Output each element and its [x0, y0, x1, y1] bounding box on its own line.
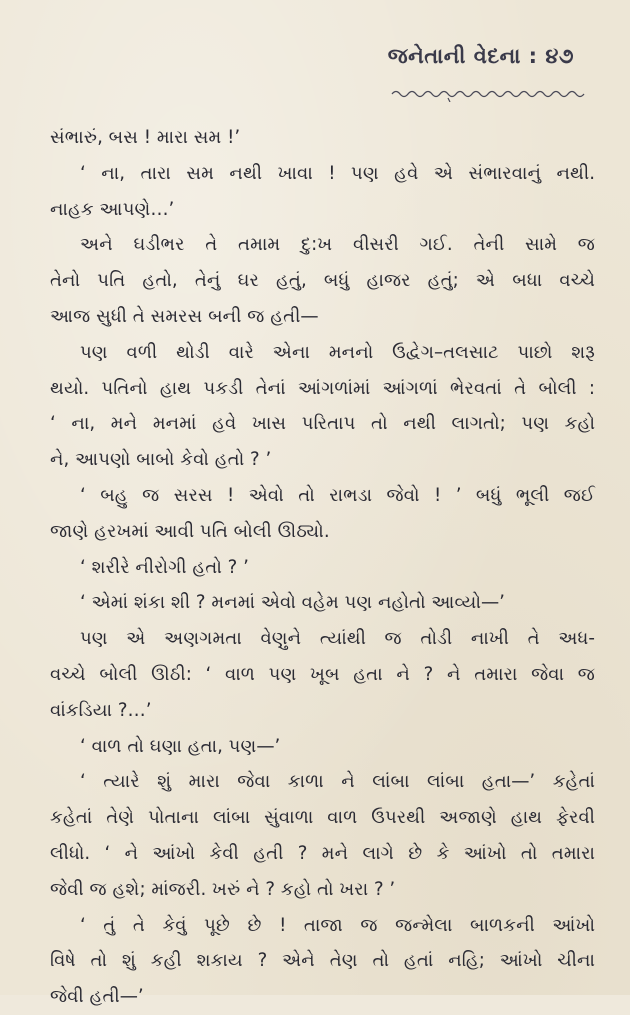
text-line: ‘ એમાં શંકા શી ? મનમાં એવો વહેમ પણ નહોતો આવ્યો—’	[80, 592, 505, 614]
text-line: વિષે તો શું કહી શકાય ? એને તેણ તો હતાં નહિ; આંખો ચીના	[50, 950, 595, 972]
paragraph	[50, 550, 595, 586]
text-line: જેવી જ હશે; માંજરી. ખરું ને ? કહો તો ખરા ? ’	[50, 878, 396, 900]
text-line: ‘ વાળ તો ઘણા હતા, પણ—’	[80, 735, 281, 757]
text-line: ‘ ના, મને મનમાં હવે ખાસ પરિતાપ તો નથી લાગતો; પણ કહો	[50, 413, 595, 435]
paragraph	[50, 729, 595, 765]
text-line: વચ્ચે બોલી ઊઠી: ‘ વાળ પણ ખૂબ હતા ને ? ને તમારા જેવા જ	[50, 663, 595, 685]
text-line: થયો. પતિનો હાથ પકડી તેનાં આંગળાંમાં આંગળાં ભેરવતાં તે બોલી :	[50, 377, 595, 399]
text-line: જેવી હતી—’	[50, 986, 144, 1008]
text-line: ‘ બહુ જ સરસ ! એવો તો રાભડા જેવો ! ’ બધું ભૂલી જઈ	[80, 484, 595, 506]
text-line: ‘ તું તે કેવું પૂછે છે ! તાજા જ જન્મેલા બાળકની આંખો	[80, 914, 595, 936]
text-line: ‘ ત્યારે શું મારા જેવા કાળા ને લાંબા લાંબા હતા—’ કહેતાં	[80, 771, 595, 793]
body-text-column	[50, 120, 595, 1015]
text-line: પણ એ અણગમતા વેણુને ત્યાંથી જ તોડી નાખી તે અધ-	[80, 628, 595, 650]
paragraph	[50, 478, 595, 550]
paragraph	[50, 156, 595, 228]
text-line: જાણે હરખમાં આવી પતિ બોલી ઊઠ્યો.	[50, 520, 330, 542]
text-line: કહેતાં તેણે પોતાના લાંબા સુંવાળા વાળ ઉપરથી અજાણે હાથ ફેરવી	[50, 807, 595, 829]
text-line: અને ઘડીભર તે તમામ દુ:ખ વીસરી ગઈ. તેની સામે જ	[80, 234, 595, 256]
paragraph	[50, 908, 595, 1015]
paragraph	[50, 764, 595, 907]
text-line: આજ સુધી તે સમરસ બની જ હતી—	[50, 305, 319, 327]
paragraph	[50, 621, 595, 728]
decorative-squiggle-rule-icon	[390, 88, 590, 102]
paragraph	[50, 585, 595, 621]
running-header-title: જનેતાની વેદના : ૪૭	[387, 44, 574, 68]
text-line: ‘ શરીરે નીરોગી હતો ? ’	[80, 556, 249, 578]
paragraph	[50, 335, 595, 478]
text-line: ‘ ના, તારા સમ નથી ખાવા ! પણ હવે એ સંભારવાનું નથી.	[80, 162, 595, 184]
text-line: વાંકડિયા ?…’	[50, 699, 152, 721]
text-line: નાહક આપણે…’	[50, 198, 175, 220]
text-line: સંભારું, બસ ! મારા સમ !’	[50, 127, 241, 148]
text-line: તેનો પતિ હતો, તેનું ઘર હતું, બધું હાજર હતું; એ બધા વચ્ચે	[50, 270, 595, 292]
paragraph	[50, 227, 595, 334]
text-line: પણ વળી થોડી વારે એના મનનો ઉદ્વેગ–તલસાટ પાછો શરૂ	[80, 341, 595, 363]
text-line: લીધો. ‘ ને આંખો કેવી હતી ? મને લાગે છે કે આંખો તો તમારા	[50, 842, 595, 864]
text-line: ને, આપણો બાબો કેવો હતો ? ’	[50, 449, 272, 471]
paragraph	[50, 120, 595, 156]
